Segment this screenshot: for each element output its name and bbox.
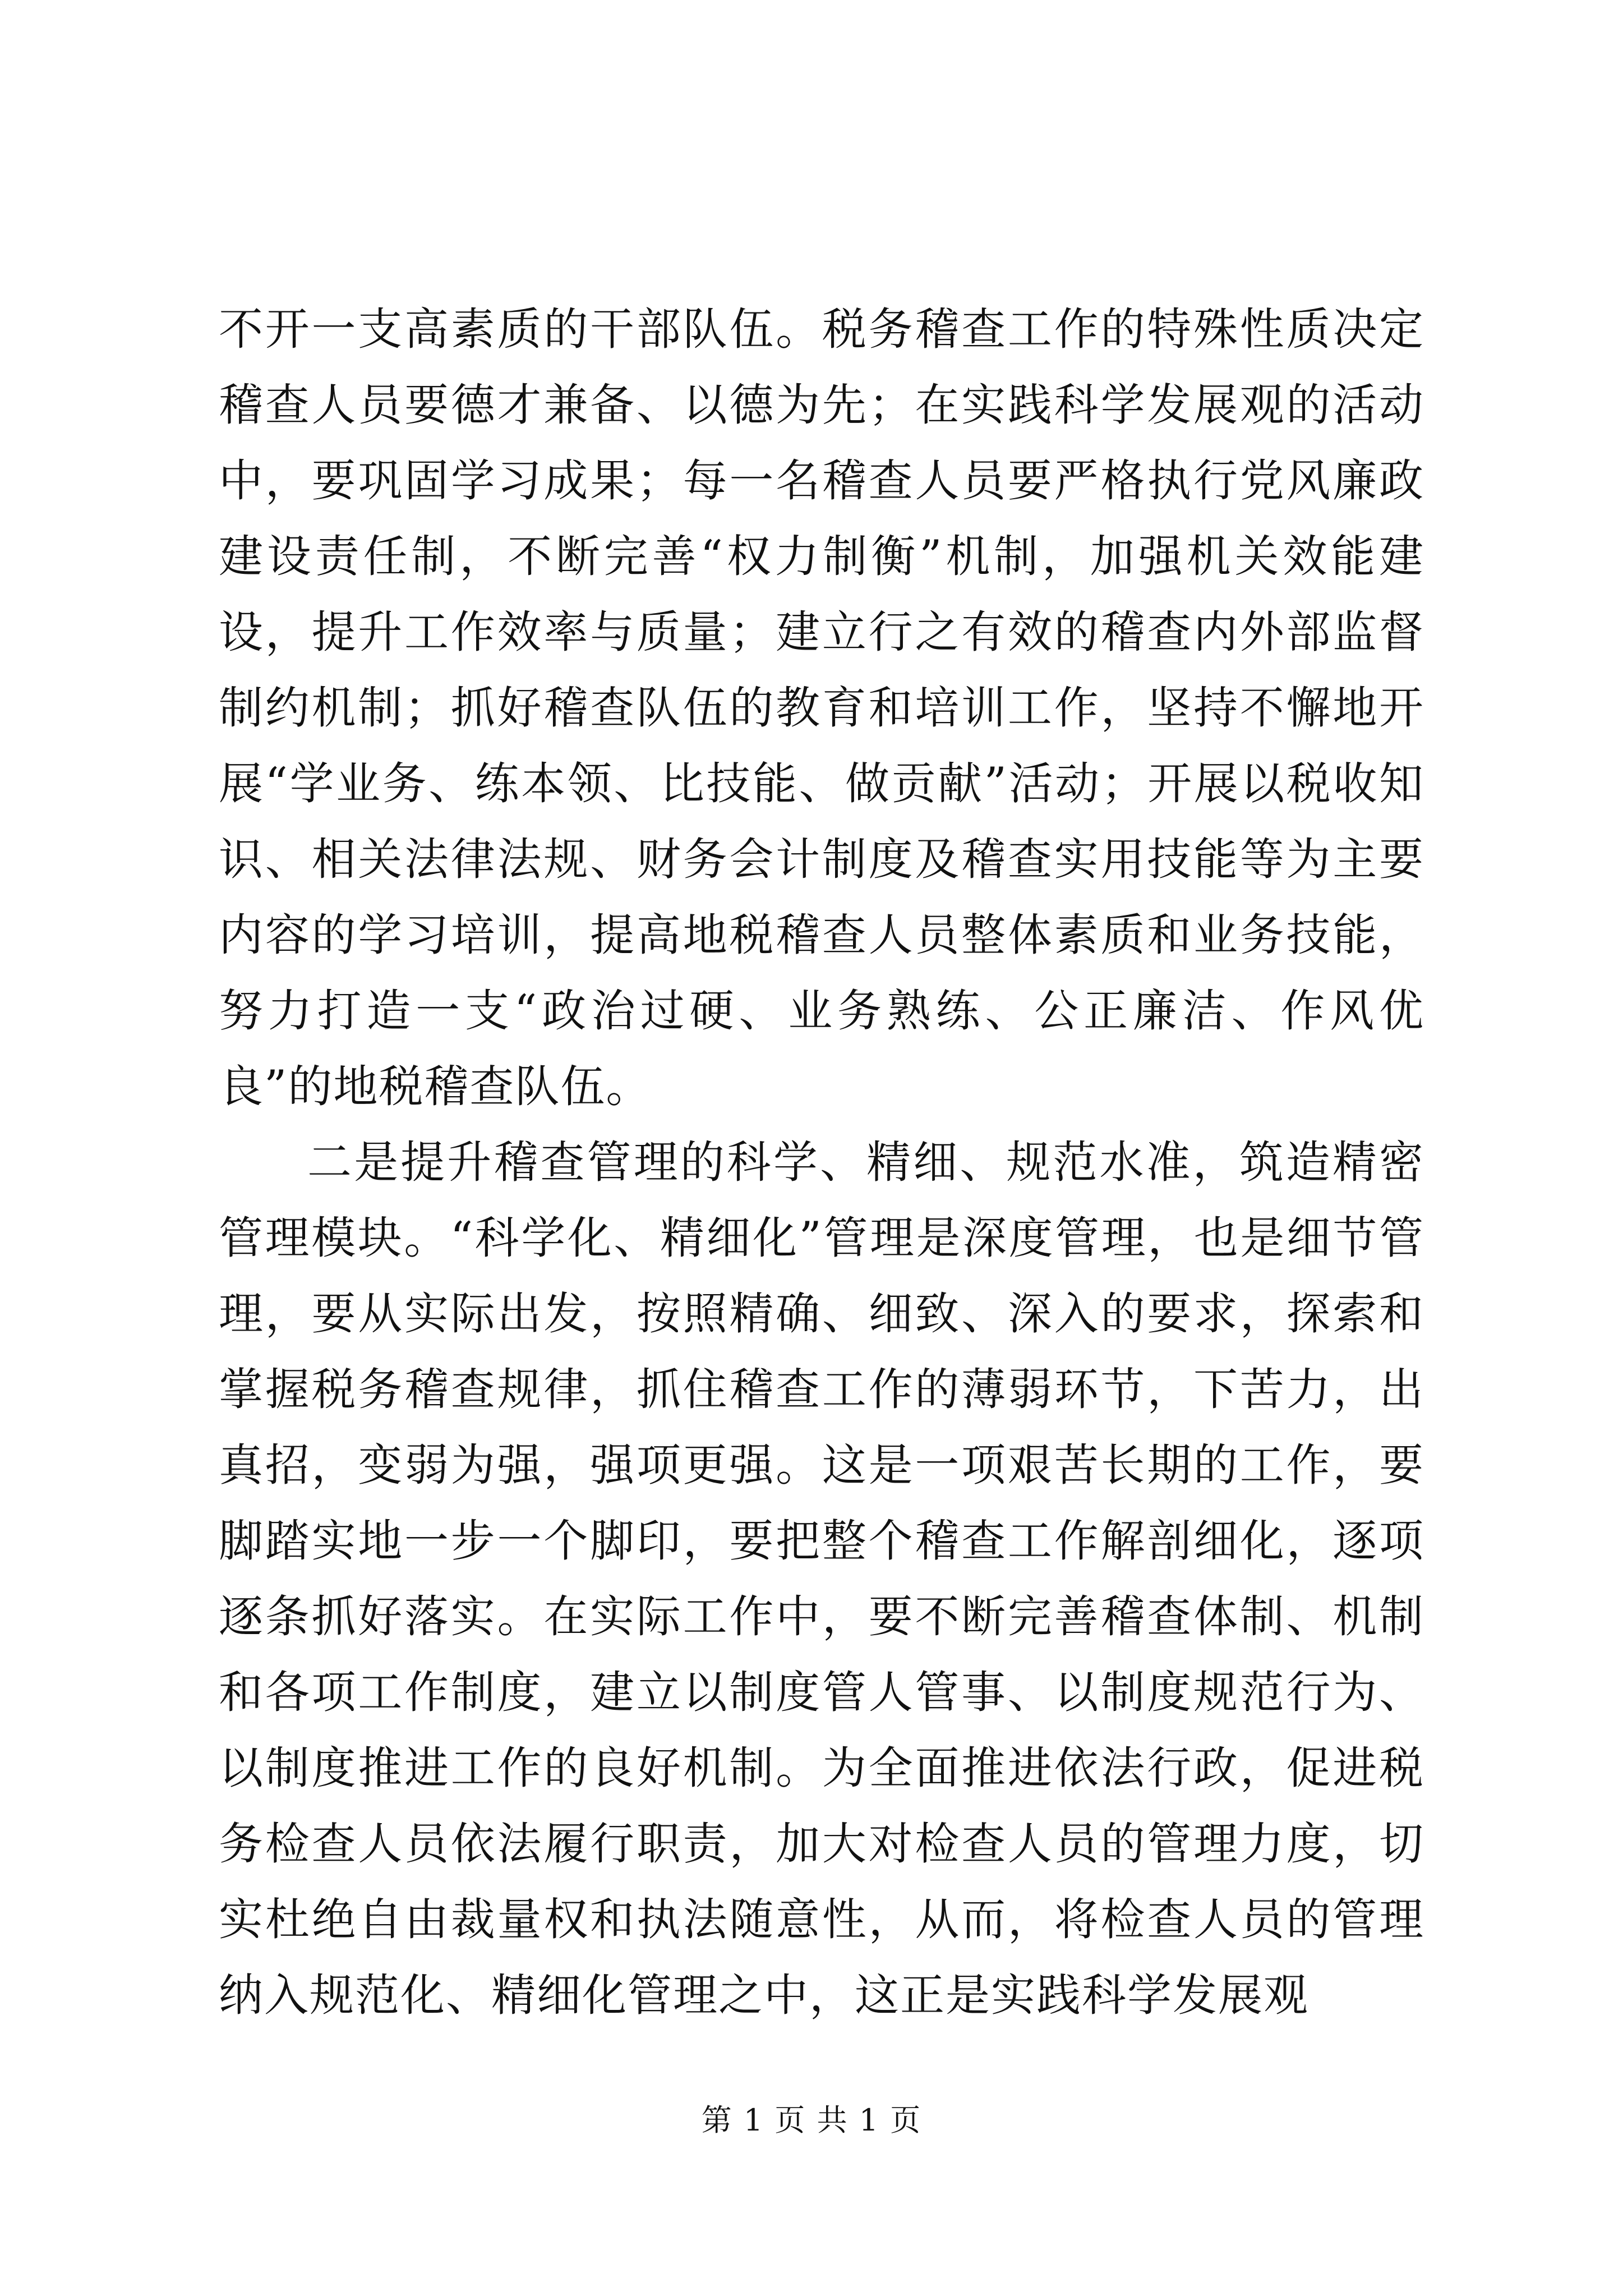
document-body — [219, 292, 1424, 2033]
page-footer: 第 1 页 共 1 页 — [701, 2102, 922, 2138]
paragraph-section-two: 二是提升稽查管理的科学、精细、规范水准，筑造精密管理模块。“科学化、精细化”管理是深度管理，也是细节管理，要从实际出发，按照精确、细致、深入的要求，探索和掌握税务稽查规律，抓住稽查工作的薄弱环节，下苦力，出真招，变弱为强，强项更强。这是一项艰苦长期的工作，要脚踏实地一步一个脚印，要把整个稽查工作解剖细化，逐项逐条抓好落实。在实际工作中，要不断完善稽查体制、机制和各项工作制度，建立以制度管人管事、以制度规范行为、以制度推进工作的良好机制。为全面推进依法行政，促进税务检查人员依法履行职责，加大对检查人员的管理力度，切实杜绝自由裁量权和执法随意性，从而，将检查人员的管理纳入规范化、精细化管理之中，这正是实践科学发展观 — [219, 1137, 1424, 2021]
paragraph-continuation: 不开一支高素质的干部队伍。税务稽查工作的特殊性质决定稽查人员要德才兼备、以德为先；在实践科学发展观的活动中，要巩固学习成果；每一名稽查人员要严格执行党风廉政建设责任制，不断完善“权力制衡”机制，加强机关效能建设，提升工作效率与质量；建立行之有效的稽查内外部监督制约机制；抓好稽查队伍的教育和培训工作，坚持不懈地开展“学业务、练本领、比技能、做贡献”活动；开展以税收知识、相关法律法规、财务会计制度及稽查实用技能等为主要内容的学习培训，提高地税稽查人员整体素质和业务技能，努力打造一支“政治过硬、业务熟练、公正廉洁、作风优良”的地税稽查队伍。 — [219, 303, 1424, 1112]
